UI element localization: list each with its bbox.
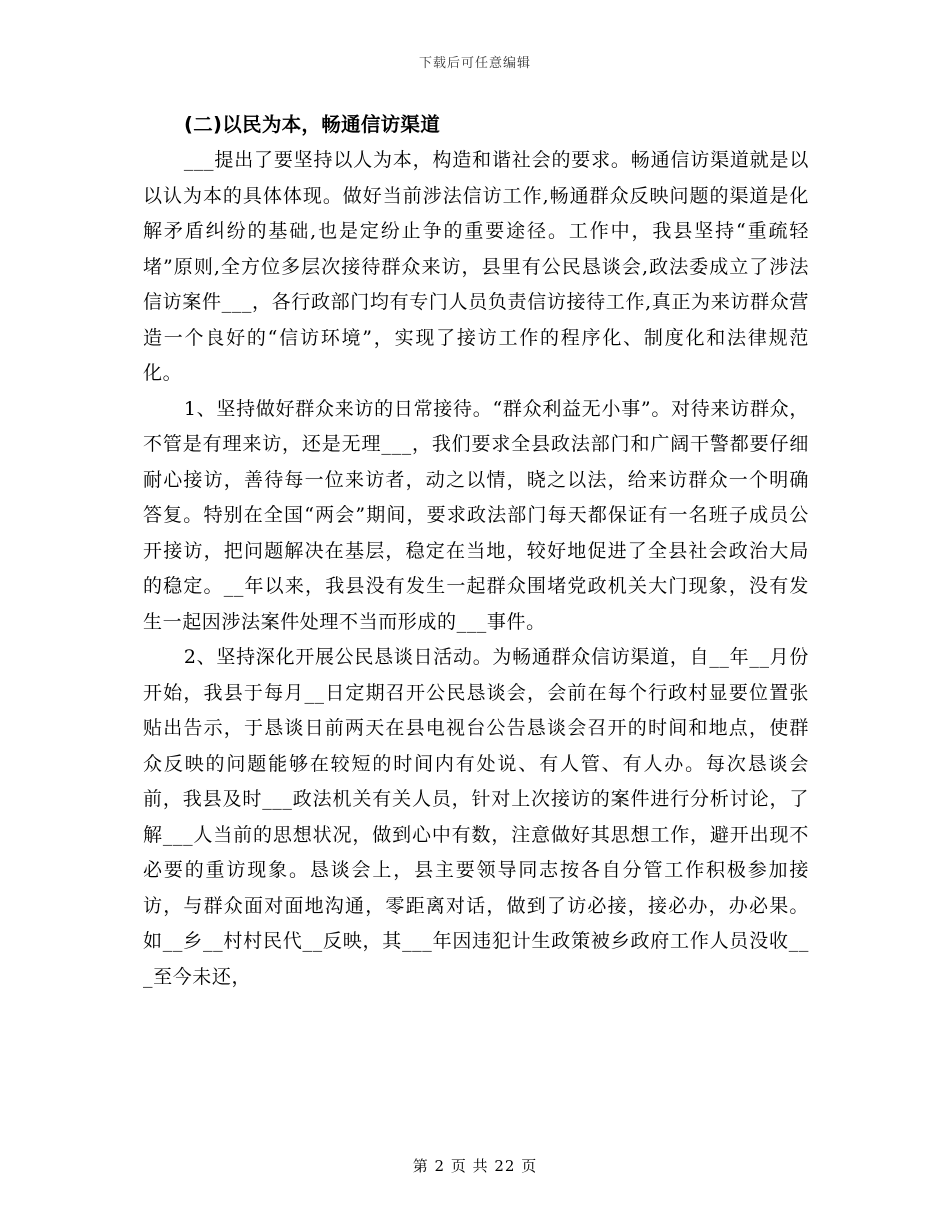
- paragraph-item-2: 2、坚持深化开展公民恳谈日活动。为畅通群众信访渠道，自__年__月份开始，我县于每月__日定期召开公民恳谈会，会前在每个行政村显要位置张贴出告示，于恳谈日前两天在县电视台公告恳谈会召开的时间和地点，使群众反映的问题能够在较短的时间内有处说、有人管、有人办。每次恳谈会前，我县及时___政法机关有关人员，针对上次接访的案件进行分析讨论，了解___人当前的思想状况，做到心中有数，注意做好其思想工作，避开出现不必要的重访现象。恳谈会上，县主要领导同志按各自分管工作积极参加接访，与群众面对面地沟通，零距离对话，做到了访必接，接必办，办必果。如__乡__村村民代__反映，其___年因违犯计生政策被乡政府工作人员没收___至今未还，: [143, 646, 809, 988]
- paragraph-item-1: 1、坚持做好群众来访的日常接待。“群众利益无小事”。对待来访群众，不管是有理来访，还是无理___，我们要求全县政法部门和广阔干警都要仔细耐心接访，善待每一位来访者，动之以情，晓之以法，给来访群众一个明确答复。特别在全国“两会”期间，要求政法部门每天都保证有一名班子成员公开接访，把问题解决在基层，稳定在当地，较好地促进了全县社会政治大局的稳定。__年以来，我县没有发生一起群众围堵党政机关大门现象，没有发生一起因涉法案件处理不当而形成的___事件。: [143, 397, 809, 633]
- document-body: [143, 107, 809, 995]
- page-header: 下载后可任意编辑: [418, 56, 531, 71]
- paragraph-intro: ___提出了要坚持以人为本，构造和谐社会的要求。畅通信访渠道就是以以认为本的具体体现。做好当前涉法信访工作,畅通群众反映问题的渠道是化解矛盾纠纷的基础,也是定纷止争的重要途径。工作中，我县坚持“重疏轻堵”原则,全方位多层次接待群众来访，县里有公民恳谈会,政法委成立了涉法信访案件___，各行政部门均有专门人员负责信访接待工作,真正为来访群众营造一个良好的“信访环境”，实现了接访工作的程序化、制度化和法律规范化。: [143, 149, 809, 384]
- section-heading: (二)以民为本，畅通信访渠道: [184, 113, 441, 136]
- page-footer: 第 2 页 共 22 页: [412, 1157, 538, 1175]
